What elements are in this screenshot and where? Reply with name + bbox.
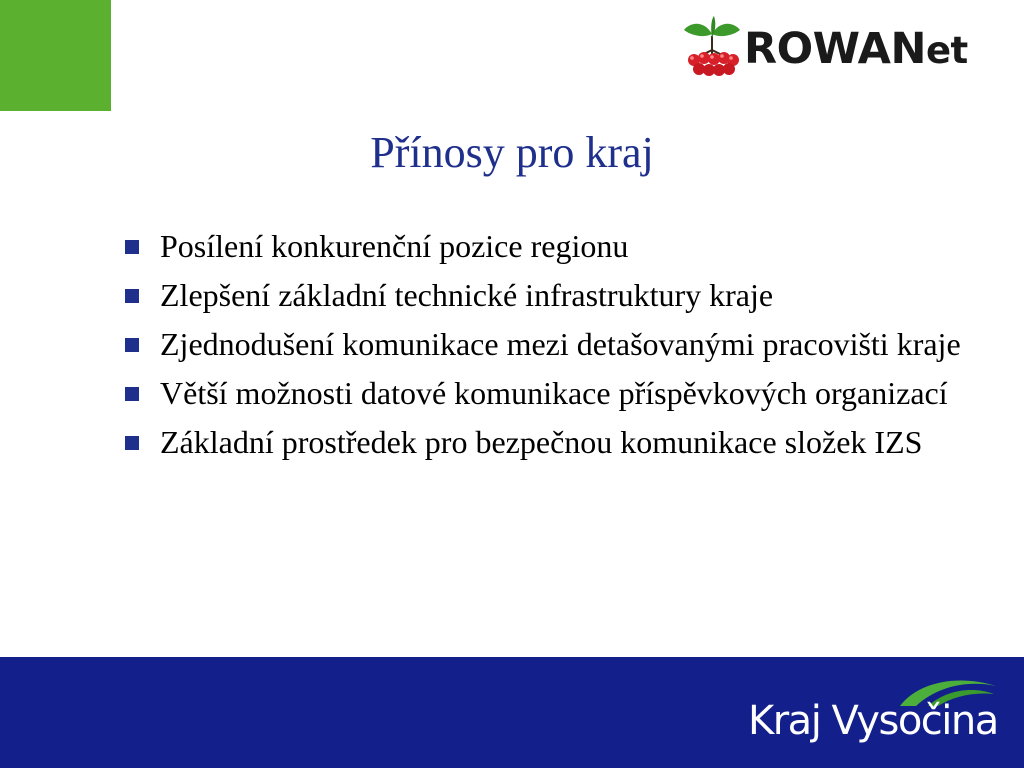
bullet-list bbox=[124, 226, 984, 471]
rowanet-suffix-text: et bbox=[925, 29, 968, 72]
bullet-text: Zlepšení základní technické infrastruktury kraje bbox=[160, 277, 774, 313]
bullet-item bbox=[124, 226, 984, 266]
kraj-vysocina-text: Kraj Vysočina bbox=[748, 698, 998, 744]
bullet-text: Základní prostředek pro bezpečnou komunikace složek IZS bbox=[160, 424, 923, 460]
square-bullet-icon bbox=[125, 240, 139, 254]
bullet-text: Větší možnosti datové komunikace příspěvkových organizací bbox=[160, 375, 948, 411]
slide-title: Přínosy pro kraj bbox=[370, 128, 654, 177]
bullet-text: Zjednodušení komunikace mezi detašovanými pracovišti kraje bbox=[160, 326, 961, 362]
square-bullet-icon bbox=[125, 387, 139, 401]
kraj-vysocina-logo bbox=[748, 676, 998, 756]
rowan-berries-icon bbox=[682, 16, 742, 78]
corner-green-square bbox=[0, 0, 111, 111]
rowanet-wordmark bbox=[744, 24, 968, 76]
square-bullet-icon bbox=[125, 338, 139, 352]
bullet-text: Posílení konkurenční pozice regionu bbox=[160, 228, 629, 264]
bullet-item bbox=[124, 324, 984, 364]
square-bullet-icon bbox=[125, 289, 139, 303]
rowanet-main-text: ROWAN bbox=[744, 24, 926, 74]
rowanet-logo bbox=[682, 16, 1006, 78]
bullet-item bbox=[124, 373, 984, 413]
bullet-item bbox=[124, 422, 984, 462]
square-bullet-icon bbox=[125, 436, 139, 450]
bullet-item bbox=[124, 275, 984, 315]
